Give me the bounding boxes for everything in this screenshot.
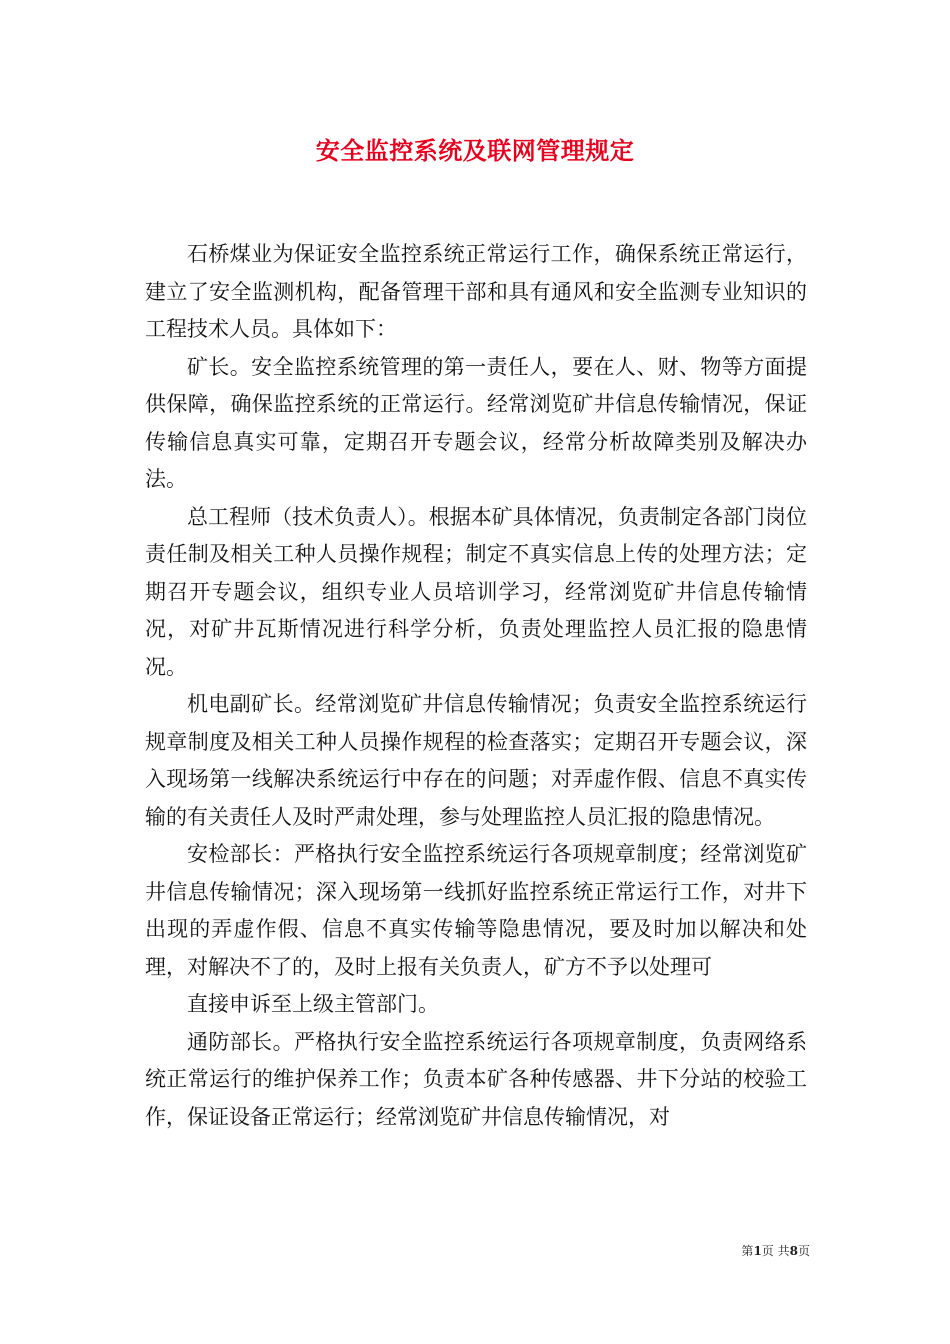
footer-current-page: 1 [753,1244,762,1258]
paragraph-electromechanical-deputy: 机电副矿长。经常浏览矿井信息传输情况；负责安全监控系统运行规章制度及相关工种人员操作规程的检查落实；定期召开专题会议，深入现场第一线解决系统运行中存在的问题；对弄虚作假、信息不真实传输的有关责任人及时严肃处理，参与处理监控人员汇报的隐患情况。 [145,692,807,829]
paragraph-mine-director: 矿长。安全监控系统管理的第一责任人，要在人、财、物等方面提供保障，确保监控系统的正常运行。经常浏览矿井信息传输情况，保证传输信息真实可靠，定期召开专题会议，经常分析故障类别及解决办法。 [145,354,807,491]
paragraph-intro: 石桥煤业为保证安全监控系统正常运行工作，确保系统正常运行，建立了安全监测机构，配备管理干部和具有通风和安全监测专业知识的工程技术人员。具体如下： [145,242,807,341]
paragraph-appeal: 直接申诉至上级主管部门。 [187,992,439,1016]
footer-prefix: 第 [741,1244,754,1258]
paragraph-chief-engineer: 总工程师（技术负责人）。根据本矿具体情况，负责制定各部门岗位责任制及相关工种人员操作规程；制定不真实信息上传的处理方法；定期召开专题会议，组织专业人员培训学习，经常浏览矿井信息传输情况，对矿井瓦斯情况进行科学分析，负责处理监控人员汇报的隐患情况。 [145,504,807,679]
document-body [145,236,807,1136]
paragraph-safety-inspection-head: 安检部长：严格执行安全监控系统运行各项规章制度；经常浏览矿井信息传输情况；深入现场第一线抓好监控系统正常运行工作，对井下出现的弄虚作假、信息不真实传输等隐患情况，要及时加以解决和处理，对解决不了的，及时上报有关负责人，矿方不予以处理可 [145,842,807,979]
page-number-footer [700,1242,810,1259]
paragraph-ventilation-head: 通防部长。严格执行安全监控系统运行各项规章制度，负责网络系统正常运行的维护保养工作；负责本矿各种传感器、井下分站的校验工作，保证设备正常运行；经常浏览矿井信息传输情况，对 [145,1029,807,1129]
document-title: 安全监控系统及联网管理规定 [315,136,635,165]
footer-total-pages: 8 [789,1244,798,1258]
footer-suffix: 页 [797,1244,810,1258]
footer-middle: 页 共 [761,1244,790,1258]
